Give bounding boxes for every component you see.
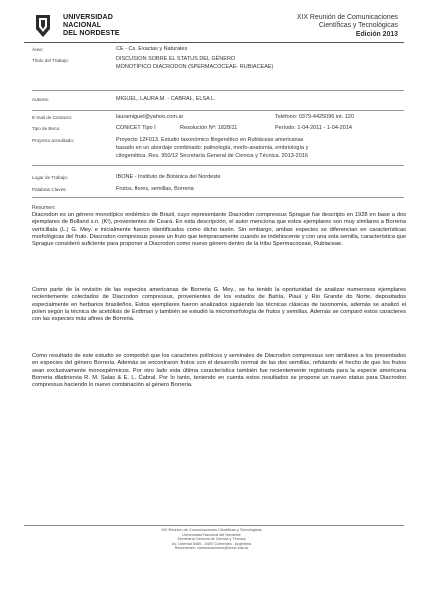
footer-line-1: XIX Reunión de Comunicaciones Científicas y Tecnológicas <box>161 528 262 532</box>
phone-value: Teléfono: 0379-4425096 int. 120 <box>275 114 354 120</box>
divider <box>32 197 404 198</box>
university-logo-icon <box>33 13 67 41</box>
grant-type-label: Tipo de Beca: <box>32 126 61 131</box>
project-line-3: citogenética. Res. 950/12 Secretaría General de Ciencia y Técnica. 2013-2016 <box>116 153 308 159</box>
title-value-line-1: DISCUSION SOBRE EL STATUS DEL GÉNERO <box>116 56 236 62</box>
workplace-value: IBONE - Instituto de Botánica del Nordeste <box>116 174 221 180</box>
footer-line-3: Secretaría General de Ciencia y Técnica <box>177 537 246 541</box>
meeting-title-line-2: Científicas y Tecnológicas <box>318 22 398 30</box>
area-label: Área: <box>32 47 43 52</box>
university-line-2: NACIONAL <box>63 20 102 29</box>
area-value: CE - Cs. Exactas y Naturales <box>116 46 188 52</box>
divider <box>32 90 404 91</box>
period-value: Período: 1-04-2011 - 1-04-2014 <box>275 125 352 131</box>
footer-line-2: Universidad Nacional del Nordeste <box>182 532 241 537</box>
footer-line-4: Av. Libertad 5460 - 3400 Corrientes - Argentina <box>171 541 252 546</box>
summary-paragraph-1-text: Diacrodon es un género monotípico endémico de Brasil, cuyo representante Diacrodon compressus Sprague fue descripto en 1928 en base a dos ejemplares de Bolland s.n. (K!), provenientes de Ceará. En esta descripción, el autor menciona que estos ejemplares son muy similares a Borreria verticillata (L.) G. Mey. e inicialmente fueron identificados como dicho taxón. Sin embargo, ambas especies se diferencian en características morfológicas del fruto. Diacrodon compressus posee un fruto que tempranamente cuando se indehiscente y con una sola semilla, característica que Sprague consideró suficiente para proponer a Diacrodon como nuevo género dentro de la tribu Spermacoceae, Rubiaceae. <box>32 212 406 248</box>
workplace-label: Lugar de Trabajo: <box>32 175 69 180</box>
summary-paragraph-3 <box>32 353 406 389</box>
keywords-label: Palabras Claves: <box>32 187 67 192</box>
title-label: Título del Trabajo: <box>32 58 69 63</box>
resolution-value: Resolución Nº: 1828/11 <box>180 125 238 131</box>
project-line-2: basado en un abordaje combinado: palinología, morfo-anatomía, embriología y <box>116 145 309 151</box>
summary-label: Resumen: <box>32 205 56 211</box>
project-label: Proyecto acreditado: <box>32 138 75 143</box>
summary-paragraph-2 <box>32 287 406 323</box>
grant-type-value: CONICET Tipo I <box>116 125 156 131</box>
edition-label: Edición 2013 <box>355 30 398 38</box>
university-line-3: DEL NORDESTE <box>63 28 120 37</box>
meeting-title-line-1: XIX Reunión de Comunicaciones <box>296 14 398 21</box>
title-value-line-2: MONOTÍPICO DIACRODON (SPERMACOCEAE- RUBIACEAE) <box>116 64 274 70</box>
project-line-1: Proyecto 12F013. Estudio taxonómico filogenético en Rubiáceas americanas <box>116 137 304 143</box>
header-divider <box>24 42 404 43</box>
footer-line-5: Resúmenes: comunicaciones@unne.edu.ar <box>174 546 249 550</box>
authors-label: Autores: <box>32 97 50 102</box>
keywords-value: Frutos, flores, semillas, Borreria <box>116 186 194 192</box>
footer <box>0 528 423 551</box>
footer-divider <box>24 525 404 526</box>
summary-paragraph-1 <box>32 212 406 248</box>
meeting-header <box>297 14 398 39</box>
authors-value: MIGUEL, LAURA M. - CABRAL, ELSA L. <box>116 96 216 102</box>
university-line-1: UNIVERSIDAD <box>63 13 113 21</box>
email-value: lauramiguel@yahoo.com.ar <box>116 114 184 120</box>
summary-paragraph-3-text: Como resultado de este estudio se comprobó que los caracteres polínicos y seminales de Diacrodon compressus son similares a los presentados en especies del género Borreria. Además se encontraron frutos con el desarrollo normal de las dos semillas, refutando el hecho de que los frutos sean exclusivamente monospérmicos. Por otro lado esta última característica también fue recientemente registrada para la especie americana Borreria dilatinervia R. M. Salas & E. L. Cabral. Por lo tanto, teniendo en cuenta estos resultados se propone un nuevo status para Diacrodon compressus haciendo lo nuevo combinación al género Borreria. <box>32 353 406 389</box>
summary-paragraph-2-text: Como parte de la revisión de las especies americanas de Borreria G. Mey., se ha tenido la oportunidad de analizar numerosos ejemplares recientemente colectados de Diacrodon compressus, provenientes de los estados de Bahía, Piauí y Rio Grande do Norte, depositados especialmente en herbarios brasileños. Estos ejemplares fueron analizados siguiendo las técnicas clásicas de taxonomía, además se analizó el polen según la técnica de acetólisis de Erdtman y también se estudió la micromorfología de frutos y semillas. Además se comparó estos caracteres con las especies más afines de Borreria. <box>32 287 406 323</box>
email-label: E-mail de Contacto: <box>32 115 73 120</box>
divider <box>32 110 404 111</box>
divider <box>32 165 404 166</box>
university-name <box>63 14 120 37</box>
